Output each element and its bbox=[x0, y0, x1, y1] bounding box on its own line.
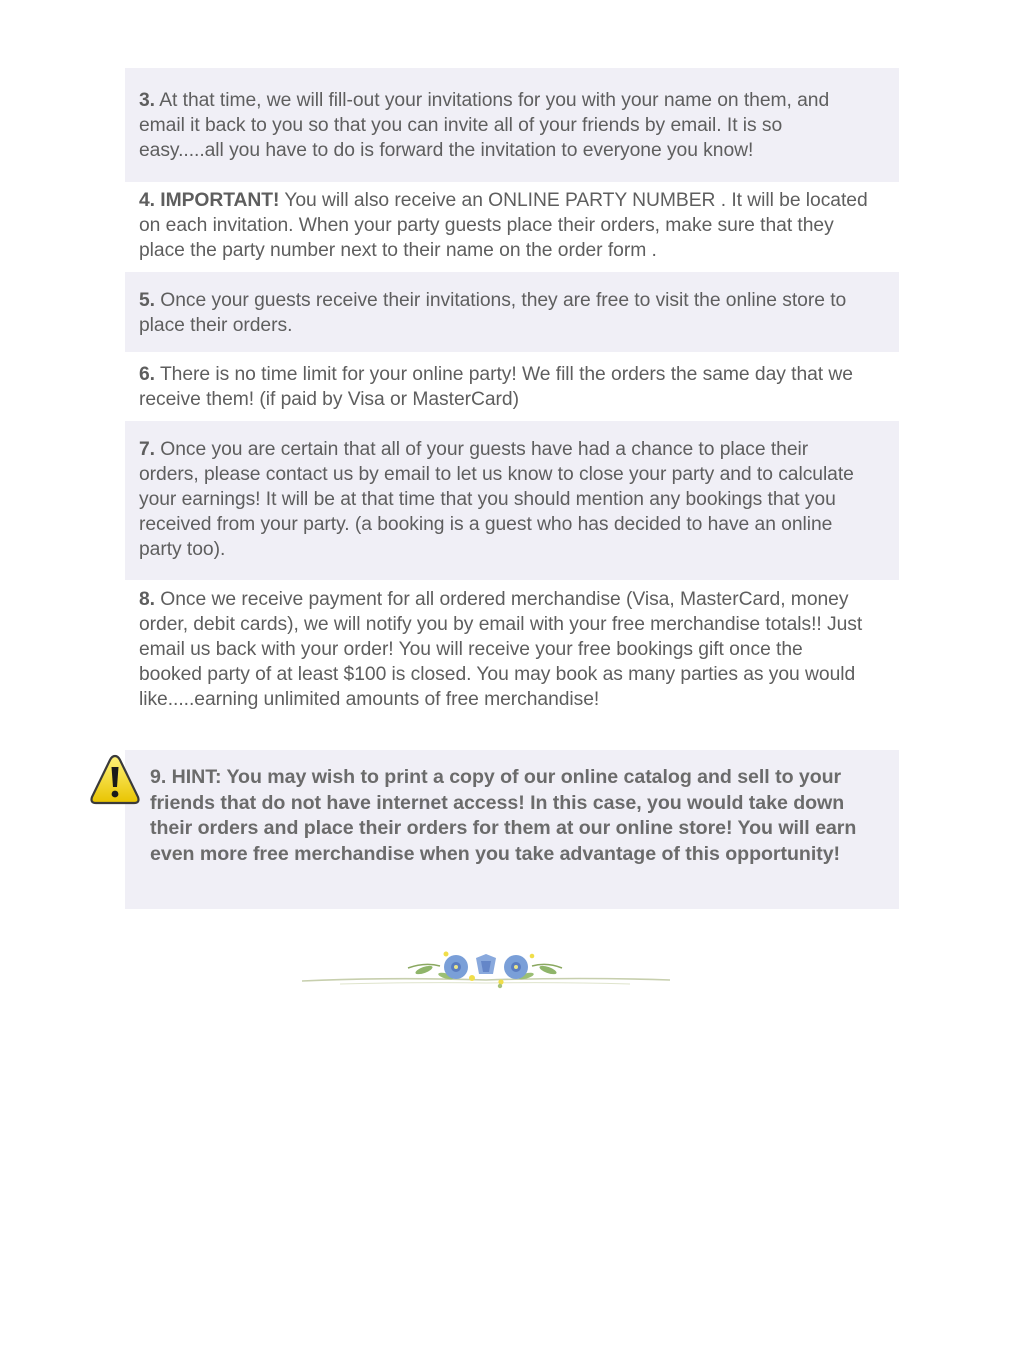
step-text: Once you are certain that all of your guests have had a chance to place their orders, please contact us by email to let us know to close your party and to calculate your earnings! It will be at that time that you should mention any bookings that you received from your party. (a booking is a guest who has decided to have an online party too). bbox=[139, 439, 854, 560]
step-4 bbox=[125, 182, 899, 272]
warning-icon bbox=[89, 753, 141, 807]
step-number: 8. bbox=[139, 589, 155, 610]
step-text: At that time, we will fill-out your invitations for you with your name on them, and email it back to you so that you can invite all of your friends by email. It is so easy.....all you have to do is forward the invitation to everyone you know! bbox=[139, 90, 830, 161]
step-6 bbox=[125, 352, 899, 421]
floral-divider bbox=[300, 944, 672, 994]
step-text: You will also receive an ONLINE PARTY NUMBER . It will be located on each invitation. When your party guests place their orders, make sure that they place the party number next to their name on the order form . bbox=[139, 190, 868, 261]
step-text: Once we receive payment for all ordered merchandise (Visa, MasterCard, money order, debit cards), we will notify you by email with your free merchandise totals!! Just email us back with your order! You will receive your free bookings gift once the booked party of at least $100 is closed. You may book as many parties as you would like.....earning unlimited amounts of free merchandise! bbox=[139, 589, 863, 710]
step-8 bbox=[125, 580, 899, 750]
step-number: 5. bbox=[139, 290, 155, 311]
step-number: 4. IMPORTANT! bbox=[139, 190, 280, 211]
instruction-steps bbox=[125, 68, 899, 909]
step-text: There is no time limit for your online party! We fill the orders the same day that we receive them! (if paid by Visa or MasterCard) bbox=[139, 364, 853, 410]
hint-text: 9. HINT: You may wish to print a copy of our online catalog and sell to your friends that do not have internet access! In this case, you would take down their orders and place their orders for them at our online store! You will earn even more free merchandise when you take advantage of this opportunity! bbox=[150, 766, 857, 865]
step-7 bbox=[125, 421, 899, 580]
step-number: 7. bbox=[139, 439, 155, 460]
step-3 bbox=[125, 68, 899, 182]
step-text: Once your guests receive their invitations, they are free to visit the online store to place their orders. bbox=[139, 290, 847, 336]
step-number: 6. bbox=[139, 364, 155, 385]
step-number: 3. bbox=[139, 90, 155, 111]
hint-box bbox=[125, 750, 899, 909]
step-5 bbox=[125, 272, 899, 352]
